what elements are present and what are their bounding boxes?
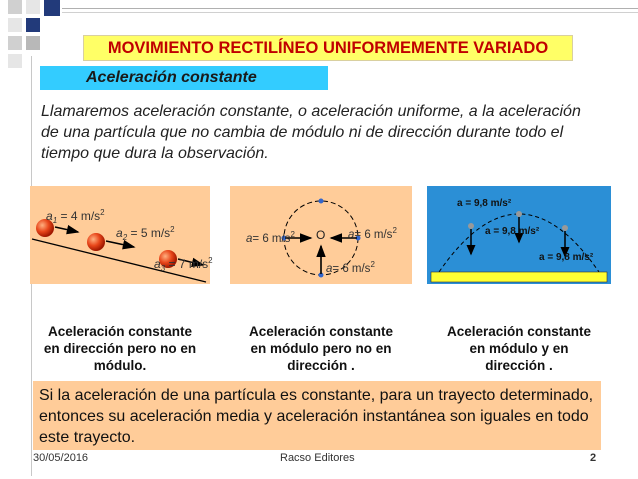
projectile-figure	[427, 186, 611, 284]
gravity-label-1: a = 9,8 m/s²	[457, 198, 512, 209]
caption-circle	[230, 323, 412, 374]
accel-label-3: $a_3 = 7$ $m/s^2$	[154, 256, 213, 273]
caption-projectile	[427, 323, 611, 374]
header-rule	[62, 8, 638, 9]
ground	[431, 272, 607, 282]
footer-date: 30/05/2016	[33, 452, 89, 464]
accel-label-2: $a_2 = 5$ $m/s^2$	[116, 225, 175, 242]
point-top	[319, 199, 324, 204]
ball-2	[87, 233, 105, 251]
incline-diagram	[30, 186, 213, 284]
caption-incline	[30, 323, 210, 374]
caption-line: en módulo pero no en	[250, 341, 392, 356]
gravity-label-2: a = 9,8 m/s²	[485, 226, 540, 237]
gravity-label-3: a = 9,8 m/s²	[539, 252, 594, 263]
caption-line: en módulo y en	[469, 341, 569, 356]
footer-publisher: Racso Editores	[280, 452, 355, 464]
accel-label-1: $a_1 = 4$ $m/s^2$	[46, 208, 105, 225]
decor-square	[44, 0, 60, 16]
center-label: O	[316, 228, 326, 242]
slide-title: MOVIMIENTO RECTILÍNEO UNIFORMEMENTE VARIADO	[83, 35, 573, 61]
accel-label-left: a= 6 $m/s^2$	[246, 230, 295, 245]
accel-label-right: a= 6 $m/s^2$	[348, 226, 397, 241]
incline-figure	[30, 186, 213, 284]
accel-label-bottom: a= 6 $m/s^2$	[326, 260, 375, 275]
circle-figure	[230, 186, 412, 284]
conclusion-note: Si la aceleración de una partícula es constante, para un trayecto determinado, entonces su aceleración media y aceleración instantánea son iguales en todo este trayecto.	[33, 381, 601, 450]
decor-square	[8, 36, 22, 50]
caption-line: Aceleración constante	[248, 324, 394, 339]
decor-square	[8, 0, 22, 14]
projectile-point-2	[516, 211, 522, 217]
decor-square	[26, 36, 40, 50]
header-rule	[62, 12, 638, 13]
section-subtitle: Aceleración constante	[40, 66, 328, 90]
decor-square	[8, 18, 22, 32]
caption-line: Aceleración constante	[47, 324, 193, 339]
projectile-diagram	[427, 186, 611, 284]
caption-line: Aceleración constante	[446, 324, 592, 339]
accel-arrow-2	[106, 241, 134, 247]
caption-line: dirección .	[485, 358, 553, 373]
projectile-point-1	[468, 223, 474, 229]
caption-line: en dirección pero no en	[43, 341, 197, 356]
caption-line: dirección .	[287, 358, 355, 373]
decor-square	[26, 0, 40, 14]
footer-page-number: 2	[590, 452, 597, 464]
decor-square	[8, 54, 22, 68]
caption-line: módulo.	[93, 358, 147, 373]
circle-diagram	[230, 186, 412, 284]
definition-paragraph: Llamaremos aceleración constante, o aceleración uniforme, a la aceleración de una partícula que no cambia de módulo ni de dirección durante todo el tiempo que dura la observación.	[41, 103, 581, 162]
accel-arrow-1	[55, 227, 78, 232]
decor-square	[26, 18, 40, 32]
projectile-point-3	[562, 225, 568, 231]
